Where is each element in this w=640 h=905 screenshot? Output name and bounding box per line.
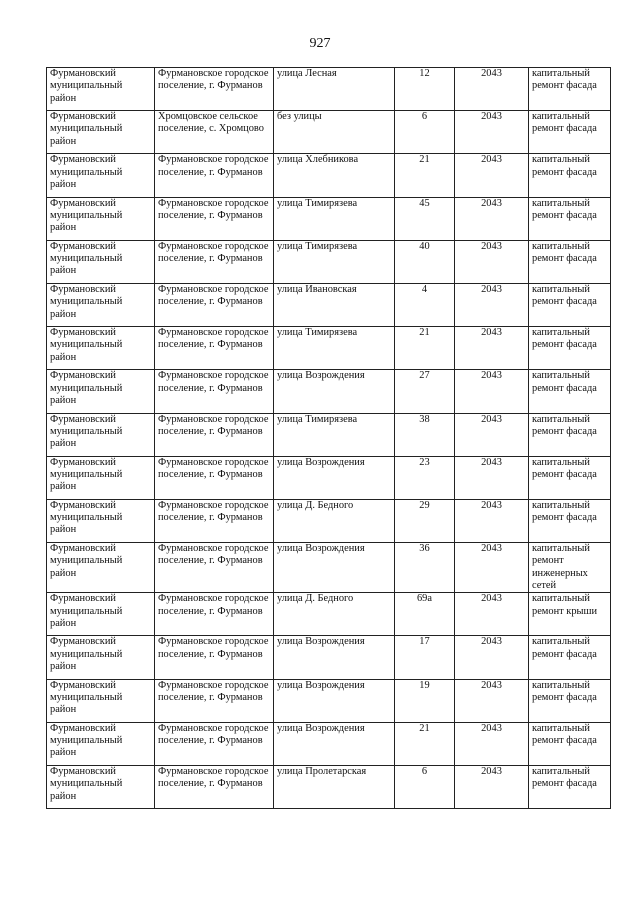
work-type-cell: капитальный ремонт фасада bbox=[529, 499, 611, 542]
table-row bbox=[47, 327, 611, 370]
street-cell: улица Тимирязева bbox=[274, 413, 395, 456]
work-type-cell: капитальный ремонт фасада bbox=[529, 111, 611, 154]
settlement-cell: Фурмановское городское поселение, г. Фурманов bbox=[155, 327, 274, 370]
street-cell: улица Тимирязева bbox=[274, 327, 395, 370]
house-number-cell: 29 bbox=[395, 499, 455, 542]
table-row bbox=[47, 679, 611, 722]
work-type-cell: капитальный ремонт фасада bbox=[529, 456, 611, 499]
table-row bbox=[47, 543, 611, 593]
work-type-cell: капитальный ремонт фасада bbox=[529, 722, 611, 765]
work-type-cell: капитальный ремонт фасада bbox=[529, 636, 611, 679]
settlement-cell: Фурмановское городское поселение, г. Фурманов bbox=[155, 499, 274, 542]
year-cell: 2043 bbox=[455, 154, 529, 197]
house-number-cell: 21 bbox=[395, 327, 455, 370]
street-cell: улица Тимирязева bbox=[274, 240, 395, 283]
district-cell: Фурмановский муниципальный район bbox=[47, 327, 155, 370]
year-cell: 2043 bbox=[455, 370, 529, 413]
house-number-cell: 23 bbox=[395, 456, 455, 499]
settlement-cell: Фурмановское городское поселение, г. Фурманов bbox=[155, 370, 274, 413]
year-cell: 2043 bbox=[455, 456, 529, 499]
work-type-cell: капитальный ремонт инженерных сетей bbox=[529, 543, 611, 593]
district-cell: Фурмановский муниципальный район bbox=[47, 111, 155, 154]
district-cell: Фурмановский муниципальный район bbox=[47, 499, 155, 542]
house-number-cell: 21 bbox=[395, 722, 455, 765]
year-cell: 2043 bbox=[455, 240, 529, 283]
table-row bbox=[47, 370, 611, 413]
street-cell: без улицы bbox=[274, 111, 395, 154]
work-type-cell: капитальный ремонт крыши bbox=[529, 593, 611, 636]
settlement-cell: Фурмановское городское поселение, г. Фурманов bbox=[155, 283, 274, 326]
street-cell: улица Возрождения bbox=[274, 456, 395, 499]
house-number-cell: 38 bbox=[395, 413, 455, 456]
district-cell: Фурмановский муниципальный район bbox=[47, 413, 155, 456]
year-cell: 2043 bbox=[455, 543, 529, 593]
house-number-cell: 69а bbox=[395, 593, 455, 636]
district-cell: Фурмановский муниципальный район bbox=[47, 593, 155, 636]
work-type-cell: капитальный ремонт фасада bbox=[529, 413, 611, 456]
settlement-cell: Фурмановское городское поселение, г. Фурманов bbox=[155, 154, 274, 197]
street-cell: улица Ивановская bbox=[274, 283, 395, 326]
house-number-cell: 6 bbox=[395, 111, 455, 154]
street-cell: улица Лесная bbox=[274, 68, 395, 111]
page-number: 927 bbox=[309, 36, 331, 51]
year-cell: 2043 bbox=[455, 636, 529, 679]
settlement-cell: Фурмановское городское поселение, г. Фурманов bbox=[155, 543, 274, 593]
table-row bbox=[47, 283, 611, 326]
house-number-cell: 40 bbox=[395, 240, 455, 283]
settlement-cell: Фурмановское городское поселение, г. Фурманов bbox=[155, 240, 274, 283]
work-type-cell: капитальный ремонт фасада bbox=[529, 240, 611, 283]
district-cell: Фурмановский муниципальный район bbox=[47, 240, 155, 283]
table-row bbox=[47, 499, 611, 542]
house-number-cell: 17 bbox=[395, 636, 455, 679]
settlement-cell: Фурмановское городское поселение, г. Фурманов bbox=[155, 68, 274, 111]
district-cell: Фурмановский муниципальный район bbox=[47, 68, 155, 111]
work-type-cell: капитальный ремонт фасада bbox=[529, 766, 611, 809]
district-cell: Фурмановский муниципальный район bbox=[47, 456, 155, 499]
district-cell: Фурмановский муниципальный район bbox=[47, 154, 155, 197]
street-cell: улица Возрождения bbox=[274, 543, 395, 593]
year-cell: 2043 bbox=[455, 68, 529, 111]
table-row bbox=[47, 722, 611, 765]
house-number-cell: 6 bbox=[395, 766, 455, 809]
year-cell: 2043 bbox=[455, 722, 529, 765]
house-number-cell: 36 bbox=[395, 543, 455, 593]
district-cell: Фурмановский муниципальный район bbox=[47, 636, 155, 679]
table-row bbox=[47, 456, 611, 499]
house-number-cell: 21 bbox=[395, 154, 455, 197]
street-cell: улица Возрождения bbox=[274, 722, 395, 765]
house-number-cell: 45 bbox=[395, 197, 455, 240]
year-cell: 2043 bbox=[455, 499, 529, 542]
street-cell: улица Хлебникова bbox=[274, 154, 395, 197]
settlement-cell: Фурмановское городское поселение, г. Фурманов bbox=[155, 593, 274, 636]
work-type-cell: капитальный ремонт фасада bbox=[529, 327, 611, 370]
house-number-cell: 4 bbox=[395, 283, 455, 326]
year-cell: 2043 bbox=[455, 679, 529, 722]
work-type-cell: капитальный ремонт фасада bbox=[529, 197, 611, 240]
year-cell: 2043 bbox=[455, 111, 529, 154]
table-row bbox=[47, 766, 611, 809]
year-cell: 2043 bbox=[455, 413, 529, 456]
work-type-cell: капитальный ремонт фасада bbox=[529, 154, 611, 197]
street-cell: улица Возрождения bbox=[274, 679, 395, 722]
settlement-cell: Фурмановское городское поселение, г. Фурманов bbox=[155, 197, 274, 240]
street-cell: улица Д. Бедного bbox=[274, 499, 395, 542]
house-number-cell: 27 bbox=[395, 370, 455, 413]
district-cell: Фурмановский муниципальный район bbox=[47, 370, 155, 413]
year-cell: 2043 bbox=[455, 593, 529, 636]
table-row bbox=[47, 240, 611, 283]
table-row bbox=[47, 593, 611, 636]
registry-table bbox=[46, 67, 611, 809]
work-type-cell: капитальный ремонт фасада bbox=[529, 68, 611, 111]
work-type-cell: капитальный ремонт фасада bbox=[529, 679, 611, 722]
district-cell: Фурмановский муниципальный район bbox=[47, 679, 155, 722]
registry-body bbox=[47, 68, 611, 809]
district-cell: Фурмановский муниципальный район bbox=[47, 766, 155, 809]
district-cell: Фурмановский муниципальный район bbox=[47, 722, 155, 765]
year-cell: 2043 bbox=[455, 283, 529, 326]
year-cell: 2043 bbox=[455, 197, 529, 240]
house-number-cell: 19 bbox=[395, 679, 455, 722]
district-cell: Фурмановский муниципальный район bbox=[47, 283, 155, 326]
year-cell: 2043 bbox=[455, 327, 529, 370]
settlement-cell: Фурмановское городское поселение, г. Фурманов bbox=[155, 766, 274, 809]
year-cell: 2043 bbox=[455, 766, 529, 809]
street-cell: улица Возрождения bbox=[274, 370, 395, 413]
table-row bbox=[47, 111, 611, 154]
street-cell: улица Тимирязева bbox=[274, 197, 395, 240]
district-cell: Фурмановский муниципальный район bbox=[47, 197, 155, 240]
settlement-cell: Фурмановское городское поселение, г. Фурманов bbox=[155, 679, 274, 722]
table-row bbox=[47, 413, 611, 456]
table-row bbox=[47, 68, 611, 111]
work-type-cell: капитальный ремонт фасада bbox=[529, 370, 611, 413]
table-row bbox=[47, 154, 611, 197]
work-type-cell: капитальный ремонт фасада bbox=[529, 283, 611, 326]
table-row bbox=[47, 197, 611, 240]
street-cell: улица Возрождения bbox=[274, 636, 395, 679]
settlement-cell: Фурмановское городское поселение, г. Фурманов bbox=[155, 722, 274, 765]
settlement-cell: Фурмановское городское поселение, г. Фурманов bbox=[155, 413, 274, 456]
table-row bbox=[47, 636, 611, 679]
house-number-cell: 12 bbox=[395, 68, 455, 111]
street-cell: улица Д. Бедного bbox=[274, 593, 395, 636]
settlement-cell: Хромцовское сельское поселение, с. Хромцово bbox=[155, 111, 274, 154]
settlement-cell: Фурмановское городское поселение, г. Фурманов bbox=[155, 456, 274, 499]
district-cell: Фурмановский муниципальный район bbox=[47, 543, 155, 593]
street-cell: улица Пролетарская bbox=[274, 766, 395, 809]
settlement-cell: Фурмановское городское поселение, г. Фурманов bbox=[155, 636, 274, 679]
